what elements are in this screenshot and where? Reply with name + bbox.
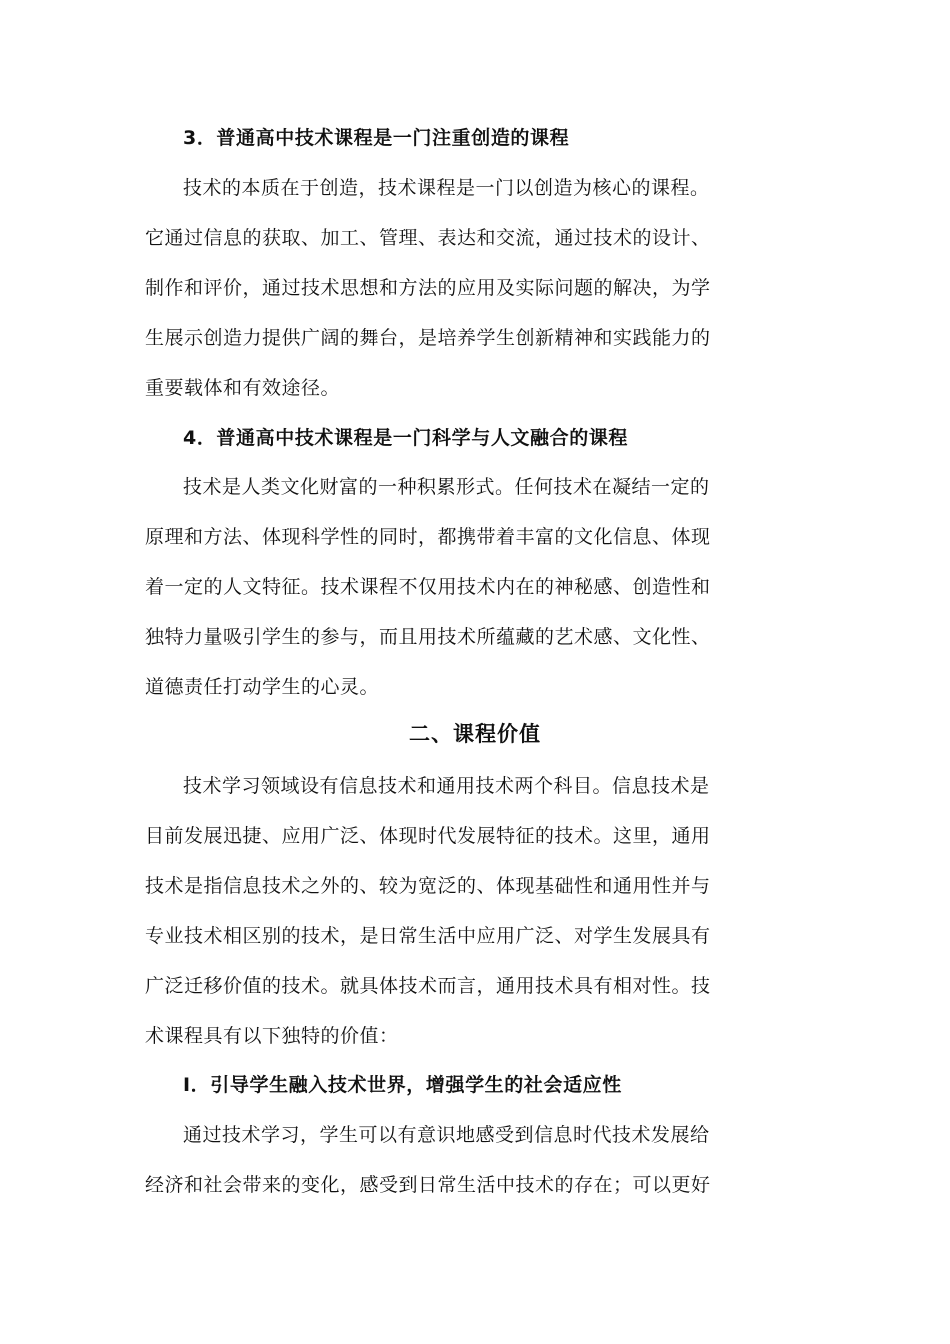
chapter-title: 二、课程价值 <box>409 722 541 746</box>
paragraph-line: 技术是人类文化财富的一种积累形式。任何技术在凝结一定的 <box>183 476 710 498</box>
paragraph-line: 技术是指信息技术之外的、较为宽泛的、体现基础性和通用性并与 <box>145 875 711 897</box>
paragraph-line: 专业技术相区别的技术，是日常生活中应用广泛、对学生发展具有 <box>145 925 711 947</box>
section-4-heading: 4．普通高中技术课程是一门科学与人文融合的课程 <box>183 427 629 449</box>
paragraph-line: 技术学习领域设有信息技术和通用技术两个科目。信息技术是 <box>183 775 710 797</box>
paragraph-line: 广泛迁移价值的技术。就具体技术而言，通用技术具有相对性。技 <box>145 975 711 997</box>
paragraph-line: 技术的本质在于创造，技术课程是一门以创造为核心的课程。 <box>183 177 710 199</box>
paragraph-line: 目前发展迅捷、应用广泛、体现时代发展特征的技术。这里，通用 <box>145 825 711 847</box>
paragraph-line: 生展示创造力提供广阔的舞台，是培养学生创新精神和实践能力的 <box>145 327 711 349</box>
paragraph-line: 道德责任打动学生的心灵。 <box>145 676 380 698</box>
paragraph-line: 重要载体和有效途径。 <box>145 377 341 399</box>
paragraph-line: 经济和社会带来的变化，感受到日常生活中技术的存在；可以更好 <box>145 1174 711 1196</box>
paragraph-line: 制作和评价，通过技术思想和方法的应用及实际问题的解决，为学 <box>145 277 711 299</box>
paragraph-line: 它通过信息的获取、加工、管理、表达和交流，通过技术的设计、 <box>145 227 711 249</box>
paragraph-line: 术课程具有以下独特的价值： <box>145 1025 399 1047</box>
paragraph-line: 着一定的人文特征。技术课程不仅用技术内在的神秘感、创造性和 <box>145 576 711 598</box>
section-3-heading: 3．普通高中技术课程是一门注重创造的课程 <box>183 127 570 149</box>
paragraph-line: 原理和方法、体现科学性的同时，都携带着丰富的文化信息、体现 <box>145 526 711 548</box>
paragraph-line: 通过技术学习，学生可以有意识地感受到信息时代技术发展给 <box>183 1124 710 1146</box>
paragraph-line: 独特力量吸引学生的参与，而且用技术所蕴藏的艺术感、文化性、 <box>145 626 711 648</box>
section-1-heading: Ⅰ．引导学生融入技术世界，增强学生的社会适应性 <box>183 1074 622 1096</box>
